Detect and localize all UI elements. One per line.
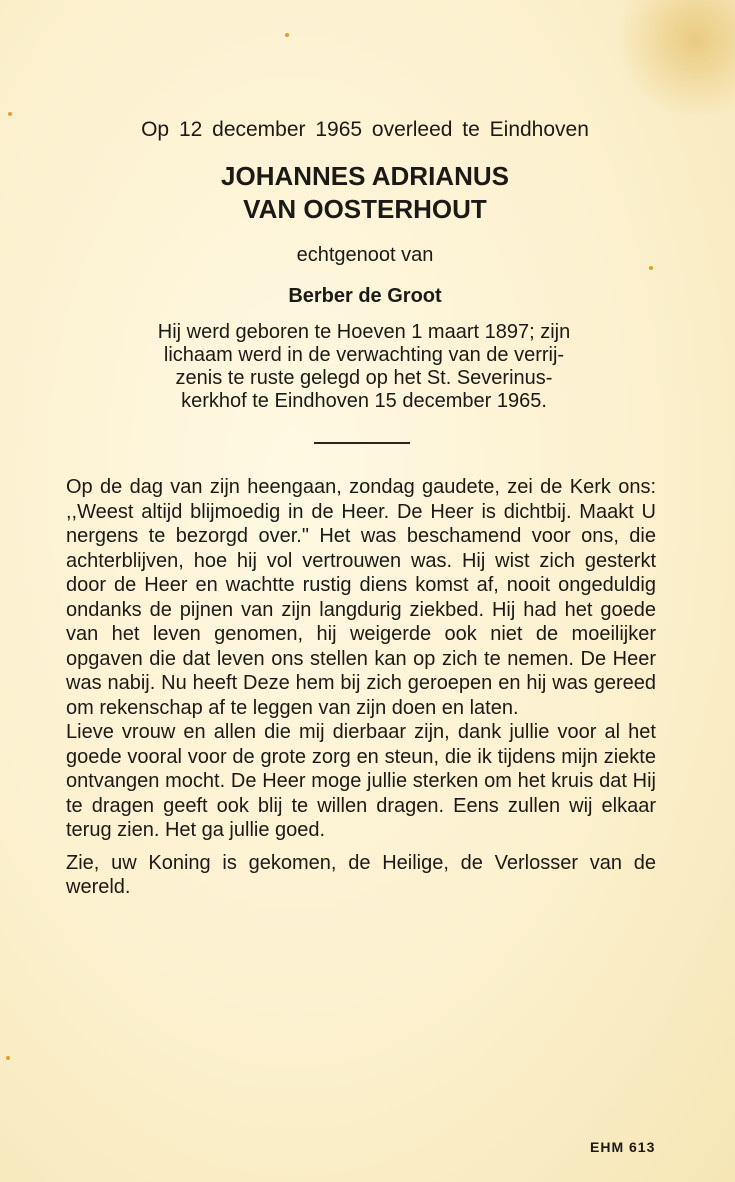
paper-speck — [6, 1056, 10, 1060]
eulogy-paragraph: Lieve vrouw en allen die mij dierbaar zijn, dank jullie voor al het goede vooral voor de grote zorg en steun, die ik tijdens mijn ziekte ontvangen mocht. De Heer moge jullie sterken om het kruis dat Hij te dragen geeft ook blij te willen dragen. Eens zullen wij elkaar terug zien. Het ga jullie goed. — [66, 721, 656, 841]
paper-speck — [285, 33, 289, 37]
birth-burial-line: lichaam werd in de verwachting van de verrij- — [163, 344, 565, 366]
birth-burial-line: zenis te ruste gelegd op het St. Severinus- — [175, 367, 553, 389]
spouse-name: Berber de Groot — [288, 285, 442, 307]
death-notice-intro: Op 12 december 1965 overleed te Eindhoven — [141, 118, 589, 141]
deceased-name-line: VAN OOSTERHOUT — [243, 194, 487, 224]
spouse-label: echtgenoot van — [296, 244, 434, 266]
eulogy-paragraph: Op de dag van zijn heengaan, zondag gaudete, zei de Kerk ons: ,,Weest altijd blijmoedig in de Heer. De Heer is dichtbij. Maakt U nergens te bezorgd over." Het was beschamend voor ons, die achterblijven, hoe hij vol vertrouwen was. Hij wist zich gesterkt door de Heer en wachtte rustig diens komst af, nooit ongeduldig ondanks de pijnen van zijn langdurig ziekbed. Hij had het goede van het leven genomen, hij weigerde ook niet de moeilijker opgaven die dat leven ons stellen kan op zich te nemen. De Heer was nabij. Nu heeft Deze hem bij zich geroepen en hij was gereed om rekenschap af te leggen van zijn doen en laten. — [66, 476, 656, 719]
eulogy-text — [66, 475, 656, 900]
closing-verse: Zie, uw Koning is gekomen, de Heilige, de Verlosser van de wereld. — [66, 851, 656, 898]
paper-stain — [615, 0, 735, 120]
paper-speck — [8, 112, 12, 116]
divider-line — [314, 442, 410, 444]
deceased-name — [60, 160, 670, 226]
birth-burial-line: Hij werd geboren te Hoeven 1 maart 1897; zijn — [157, 321, 571, 343]
print-code: EHM 613 — [590, 1139, 656, 1155]
birth-burial-text — [68, 321, 660, 413]
deceased-name-line: JOHANNES ADRIANUS — [221, 161, 509, 191]
birth-burial-line: kerkhof te Eindhoven 15 december 1965. — [181, 390, 547, 412]
